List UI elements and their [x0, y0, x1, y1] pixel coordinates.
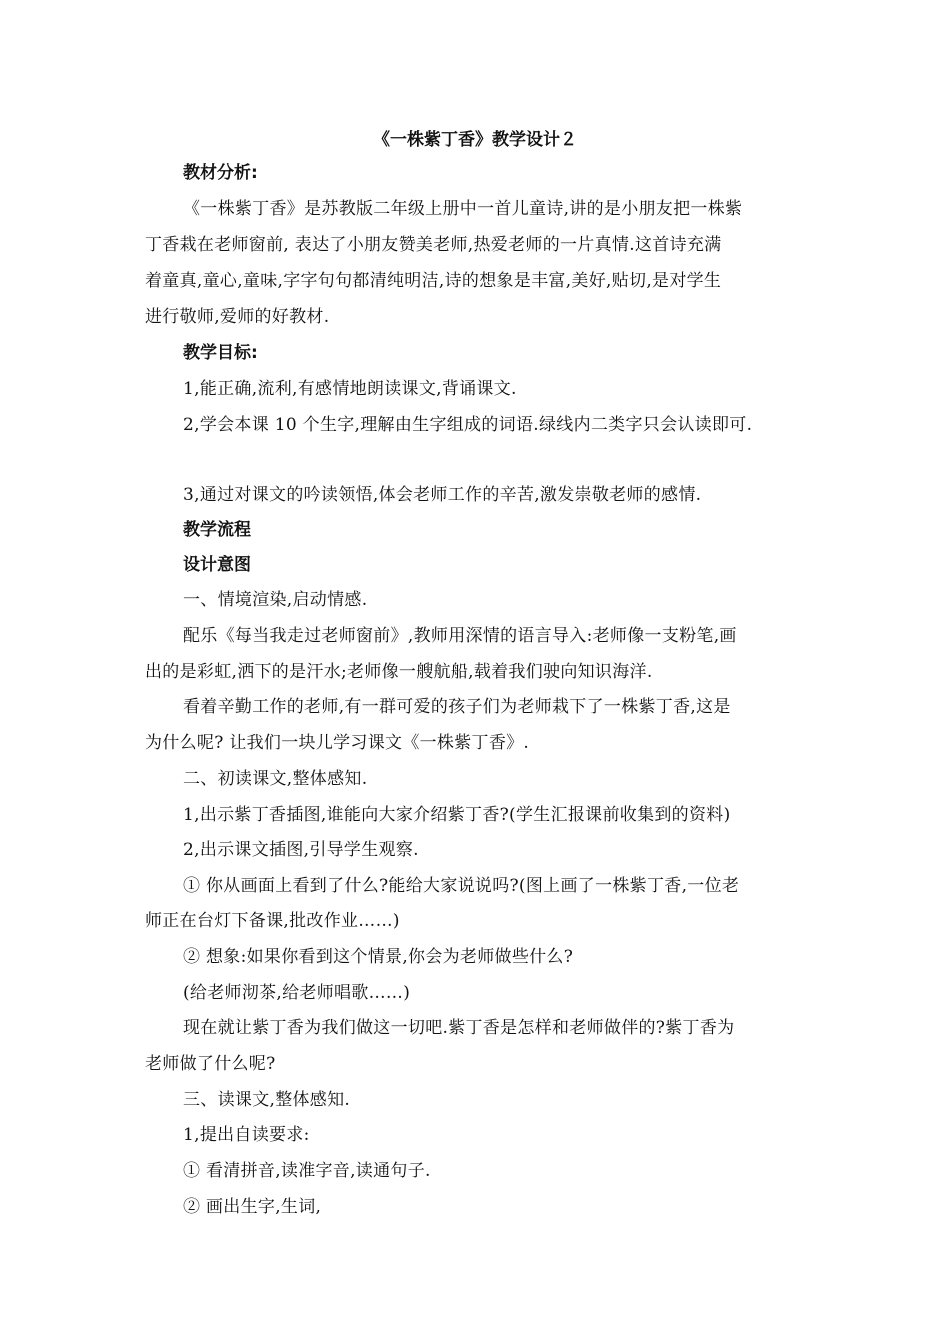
flow-heading: 教学流程: [183, 520, 251, 540]
goal-item: 2,学会本课 10 个生字,理解由生字组成的词语.绿线内二类字只会认读即可.: [183, 415, 753, 435]
goal-item: 1,能正确,流利,有感情地朗读课文,背诵课文.: [183, 379, 517, 399]
body-line: 1,出示紫丁香插图,谁能向大家介绍紫丁香?(学生汇报课前收集到的资料): [183, 805, 731, 825]
body-line: 为什么呢? 让我们一块儿学习课文《一株紫丁香》.: [145, 733, 530, 753]
body-line: 师正在台灯下备课,批改作业……): [145, 911, 400, 931]
analysis-line: 丁香栽在老师窗前, 表达了小朋友赞美老师,热爱老师的一片真情.这首诗充满: [145, 235, 722, 255]
body-line: ② 想象:如果你看到这个情景,你会为老师做些什么?: [183, 947, 574, 967]
goals-heading: 教学目标:: [183, 343, 258, 363]
body-line: ① 看清拼音,读准字音,读通句子.: [183, 1161, 431, 1181]
analysis-line: 进行敬师,爱师的好教材.: [145, 307, 330, 327]
analysis-line: 着童真,童心,童味,字字句句都清纯明洁,诗的想象是丰富,美好,贴切,是对学生: [145, 271, 722, 291]
analysis-line: 《一株紫丁香》是苏教版二年级上册中一首儿童诗,讲的是小朋友把一株紫: [183, 199, 743, 219]
intent-heading: 设计意图: [183, 555, 251, 575]
body-line: 配乐《每当我走过老师窗前》,教师用深情的语言导入:老师像一支粉笔,画: [183, 626, 737, 646]
body-line: (给老师沏茶,给老师唱歌……): [183, 983, 411, 1003]
analysis-heading: 教材分析:: [183, 163, 258, 183]
body-line: ② 画出生字,生词,: [183, 1197, 322, 1217]
step-heading: 三、读课文,整体感知.: [183, 1090, 351, 1110]
body-line: 现在就让紫丁香为我们做这一切吧.紫丁香是怎样和老师做伴的?紫丁香为: [183, 1018, 735, 1038]
body-line: 1,提出自读要求:: [183, 1125, 310, 1145]
step-heading: 一、情境渲染,启动情感.: [183, 590, 368, 610]
body-line: 看着辛勤工作的老师,有一群可爱的孩子们为老师栽下了一株紫丁香,这是: [183, 697, 731, 717]
body-line: 出的是彩虹,洒下的是汗水;老师像一艘航船,载着我们驶向知识海洋.: [145, 662, 653, 682]
body-line: ① 你从画面上看到了什么?能给大家说说吗?(图上画了一株紫丁香,一位老: [183, 876, 740, 896]
body-line: 2,出示课文插图,引导学生观察.: [183, 840, 419, 860]
document-title: 《一株紫丁香》教学设计２: [373, 130, 577, 150]
body-line: 老师做了什么呢?: [145, 1054, 276, 1074]
step-heading: 二、初读课文,整体感知.: [183, 769, 368, 789]
goal-item: 3,通过对课文的吟读领悟,体会老师工作的辛苦,激发崇敬老师的感情.: [183, 485, 702, 505]
